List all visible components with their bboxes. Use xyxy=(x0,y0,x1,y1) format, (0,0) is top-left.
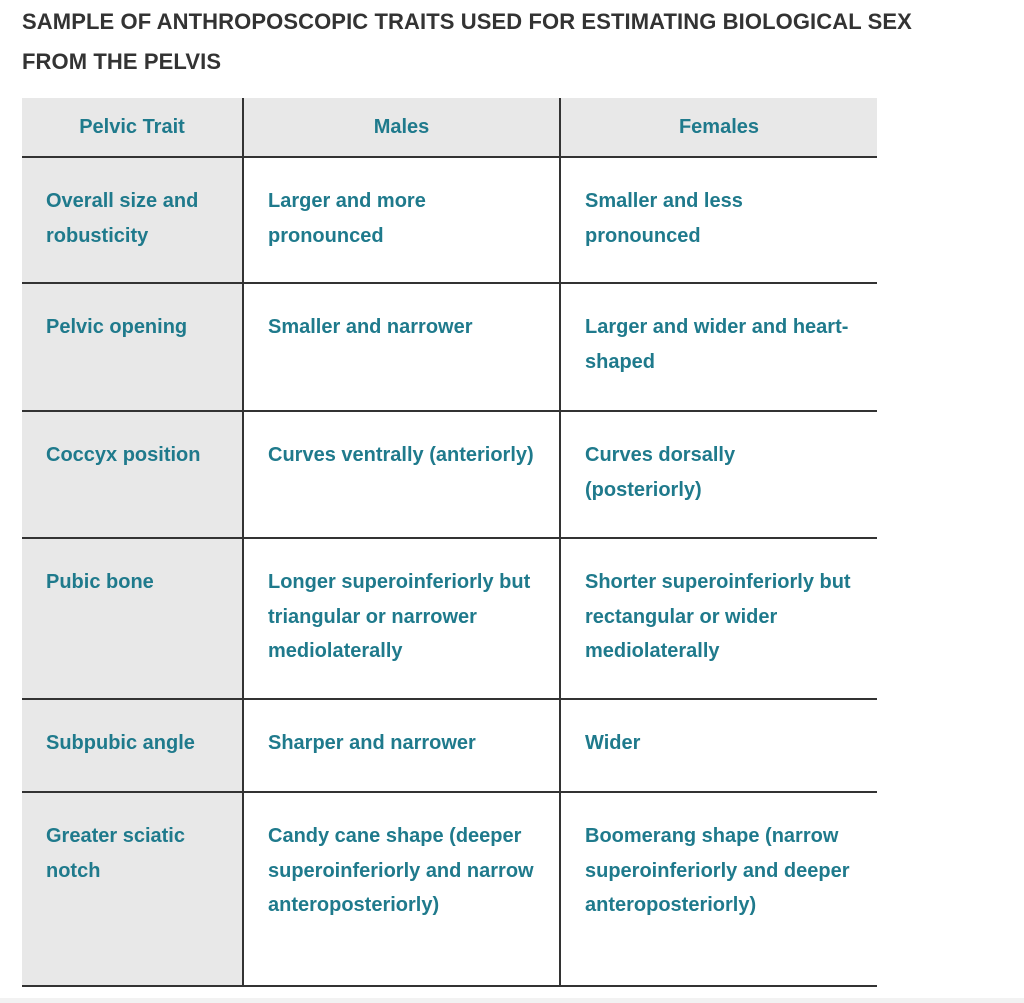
males-cell: Larger and more pronounced xyxy=(243,157,560,283)
trait-cell: Pelvic opening xyxy=(22,283,243,411)
header-pelvic-trait: Pelvic Trait xyxy=(22,98,243,157)
table-row xyxy=(22,792,877,986)
females-cell: Shorter superoinferiorly but rectangular or wider mediolaterally xyxy=(560,538,877,699)
females-cell: Wider xyxy=(560,699,877,792)
trait-cell: Greater sciatic notch xyxy=(22,792,243,986)
table-row xyxy=(22,157,877,283)
header-row xyxy=(22,98,877,157)
table-row xyxy=(22,283,877,411)
trait-cell: Coccyx position xyxy=(22,411,243,538)
males-cell: Curves ventrally (anteriorly) xyxy=(243,411,560,538)
trait-cell: Subpubic angle xyxy=(22,699,243,792)
males-cell: Candy cane shape (deeper superoinferiorly and narrow anteroposteriorly) xyxy=(243,792,560,986)
females-cell: Boomerang shape (narrow superoinferiorly and deeper anteroposteriorly) xyxy=(560,792,877,986)
table-body xyxy=(22,157,877,986)
females-cell: Smaller and less pronounced xyxy=(560,157,877,283)
header-males: Males xyxy=(243,98,560,157)
table-row xyxy=(22,411,877,538)
page-bottom-divider xyxy=(0,998,1024,1003)
table-header xyxy=(22,98,877,157)
pelvic-traits-table xyxy=(22,98,877,987)
table-row xyxy=(22,538,877,699)
header-females: Females xyxy=(560,98,877,157)
trait-cell: Pubic bone xyxy=(22,538,243,699)
males-cell: Sharper and narrower xyxy=(243,699,560,792)
males-cell: Longer superoinferiorly but triangular or narrower mediolaterally xyxy=(243,538,560,699)
table-title: SAMPLE OF ANTHROPOSCOPIC TRAITS USED FOR ESTIMATING BIOLOGICAL SEX FROM THE PELVIS xyxy=(22,9,912,74)
females-cell: Curves dorsally (posteriorly) xyxy=(560,411,877,538)
trait-cell: Overall size and robusticity xyxy=(22,157,243,283)
females-cell: Larger and wider and heart-shaped xyxy=(560,283,877,411)
males-cell: Smaller and narrower xyxy=(243,283,560,411)
table-row xyxy=(22,699,877,792)
